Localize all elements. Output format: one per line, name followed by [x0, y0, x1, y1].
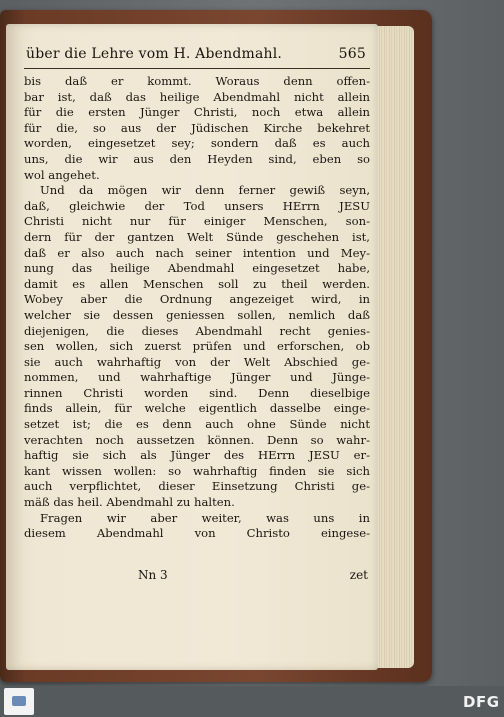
text-line: Fragen wir aber weiter, was uns in [40, 510, 370, 525]
text-line: diejenigen, die dieses Abendmahl recht genies- [24, 323, 370, 338]
body-text [24, 74, 370, 542]
text-line: verachten noch aussetzen können. Denn so wahr- [24, 432, 370, 447]
page-number: 565 [338, 46, 366, 62]
text-line: damit es allen Menschen soll zu theil werden. [24, 276, 370, 291]
text-line: worden, eingesetzet sey; sondern daß es auch [24, 136, 370, 151]
text-line: daß, gleichwie der Tod unsers HErrn JESU [24, 198, 370, 213]
text-line: bis daß er kommt. Woraus denn offen- [24, 74, 370, 88]
text-line: wol angehet. [24, 167, 100, 182]
viewer-footer-bar [0, 686, 504, 717]
text-line: bar ist, daß das heilige Abendmahl nicht allein [24, 89, 370, 104]
text-line: auch verpflichtet, dieser Einsetzung Christi ge- [24, 479, 370, 494]
text-line: sie auch wahrhaftig von der Welt Abschied ge- [24, 354, 370, 369]
text-line: Christi nicht nur für einiger Menschen, son- [24, 214, 370, 229]
text-line: dern für der gantzen Welt Sünde geschehen ist, [24, 229, 370, 244]
text-line: für die ersten Jünger Christi, noch etwa allein [24, 105, 370, 120]
header-rule [24, 68, 370, 69]
text-line: nommen, und wahrhaftige Jünger und Jünge- [24, 370, 370, 385]
text-line: welcher sie dessen geniessen sollen, nemlich daß [24, 307, 370, 322]
text-line: sen wollen, sich zuerst prüfen und erforschen, ob [24, 339, 370, 354]
text-line: nung das heilige Abendmahl eingesetzet habe, [24, 261, 370, 276]
text-line: mäß das heil. Abendmahl zu halten. [24, 495, 235, 510]
running-title: über die Lehre vom H. Abendmahl. [26, 46, 283, 62]
text-line: setzet ist; die es denn auch ohne Sünde nicht [24, 417, 370, 432]
text-line: rinnen Christi worden sind. Denn dieselbige [24, 385, 370, 400]
text-line: finds allein, für welche eigentlich dasselbe einge- [24, 401, 370, 416]
text-line: kant wissen wollen: so wahrhaftig finden sie sich [24, 463, 370, 478]
text-line: uns, die wir aus den Heyden sind, eben so [24, 151, 370, 166]
text-line: Und da mögen wir denn ferner gewiß seyn, [40, 183, 370, 198]
text-line: diesem Abendmahl von Christo eingese- [24, 526, 370, 541]
dfg-logo: DFG [463, 693, 500, 711]
text-line: Wobey aber die Ordnung angezeiget wird, in [24, 292, 370, 307]
running-header [26, 46, 366, 62]
text-line: für die, so aus der Jüdischen Kirche bekehret [24, 120, 370, 135]
text-line: haftig sie sich als Jünger des HErrn JESU er- [24, 448, 370, 463]
signature-mark: Nn 3 [138, 568, 168, 582]
text-line: daß er also auch nach seiner intention und Mey- [24, 245, 370, 260]
library-logo [4, 688, 34, 715]
catchword: zet [349, 568, 368, 582]
library-emblem-icon [12, 696, 26, 706]
